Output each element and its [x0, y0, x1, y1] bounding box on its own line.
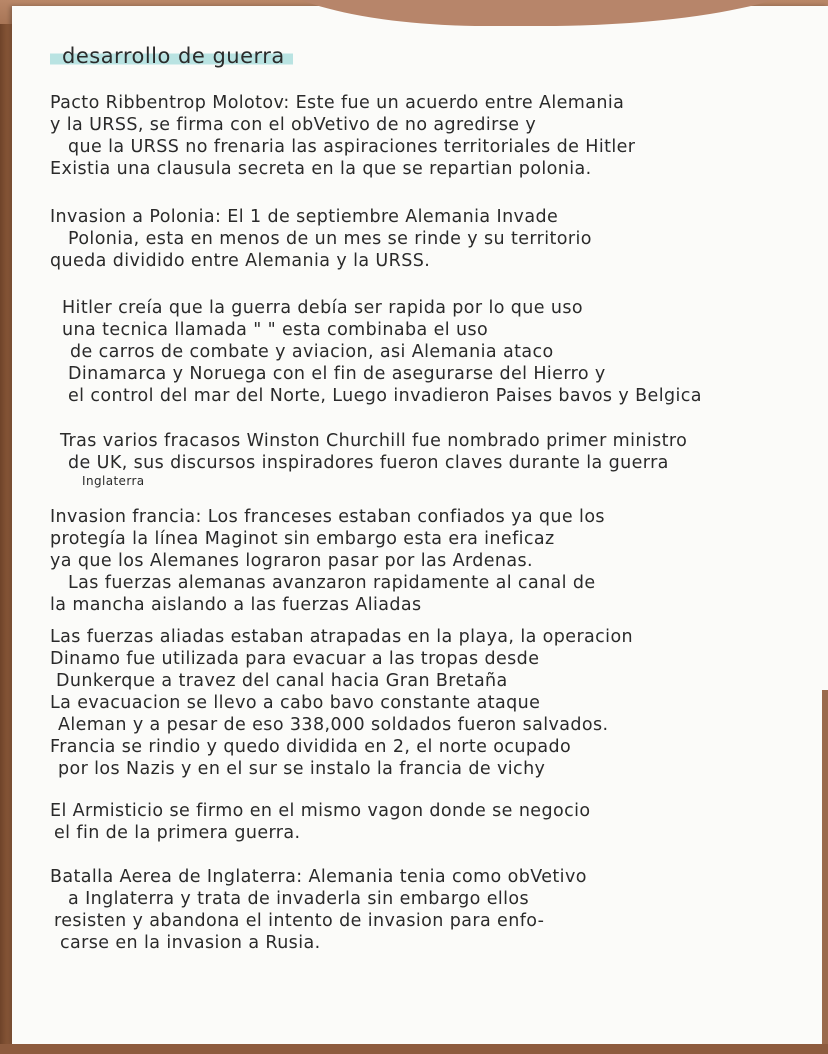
text-line: la mancha aislando a las fuerzas Aliadas — [50, 595, 422, 615]
text-line: de UK, sus discursos inspiradores fueron claves durante la guerra — [68, 453, 669, 473]
text-line: Invasion francia: Los franceses estaban confiados ya que los — [50, 507, 605, 527]
wood-background-right — [822, 690, 828, 1054]
text-line: Batalla Aerea de Inglaterra: Alemania tenia como obVetivo — [50, 867, 587, 887]
annotation-note: Inglaterra — [82, 474, 145, 488]
section-invasion-francia — [50, 506, 810, 616]
text-line: el control del mar del Norte, Luego invadieron Paises bavos y Belgica — [68, 386, 702, 406]
text-line: carse en la invasion a Rusia. — [60, 933, 321, 953]
section-armisticio — [50, 800, 810, 844]
text-line: Hitler creía que la guerra debía ser rapida por lo que uso — [62, 298, 584, 318]
text-line: El Armisticio se firmo en el mismo vagon donde se negocio — [50, 801, 591, 821]
text-line: Pacto Ribbentrop Molotov: Este fue un acuerdo entre Alemania — [50, 93, 625, 113]
page-title — [62, 44, 293, 68]
text-line: resisten y abandona el intento de invasion para enfo- — [54, 911, 545, 931]
text-line: Dinamo fue utilizada para evacuar a las tropas desde — [50, 649, 540, 669]
text-line: el fin de la primera guerra. — [54, 823, 301, 843]
text-line: Las fuerzas aliadas estaban atrapadas en la playa, la operacion — [50, 627, 634, 647]
text-line: queda dividido entre Alemania y la URSS. — [50, 251, 431, 271]
page-curl-shadow — [262, 0, 822, 26]
text-line: Aleman y a pesar de eso 338,000 soldados fueron salvados. — [58, 715, 609, 735]
text-line: Las fuerzas alemanas avanzaron rapidamente al canal de — [68, 573, 596, 593]
section-invasion-polonia — [50, 206, 810, 272]
text-line: por los Nazis y en el sur se instalo la francia de vichy — [58, 759, 546, 779]
wood-background-bottom — [0, 1044, 828, 1054]
section-operacion-dinamo — [50, 626, 810, 780]
text-line: Dunkerque a travez del canal hacia Gran Bretaña — [56, 671, 508, 691]
text-line: Polonia, esta en menos de un mes se rinde y su territorio — [68, 229, 592, 249]
text-line: ya que los Alemanes lograron pasar por las Ardenas. — [50, 551, 533, 571]
section-hitler-guerra-rapida — [62, 297, 822, 407]
text-line: una tecnica llamada " " esta combinaba el uso — [62, 320, 489, 340]
section-churchill — [60, 430, 820, 488]
text-line: Francia se rindio y quedo dividida en 2, el norte ocupado — [50, 737, 572, 757]
text-line: Existia una clausula secreta en la que se repartian polonia. — [50, 159, 592, 179]
text-line: a Inglaterra y trata de invaderla sin embargo ellos — [68, 889, 530, 909]
text-line: de carros de combate y aviacion, asi Alemania ataco — [70, 342, 554, 362]
text-line: Tras varios fracasos Winston Churchill fue nombrado primer ministro — [60, 431, 688, 451]
section-batalla-inglaterra — [50, 866, 810, 954]
text-line: protegía la línea Maginot sin embargo esta era ineficaz — [50, 529, 555, 549]
text-line: y la URSS, se firma con el obVetivo de no agredirse y — [50, 115, 537, 135]
text-line: La evacuacion se llevo a cabo bavo constante ataque — [50, 693, 541, 713]
text-line: Dinamarca y Noruega con el fin de asegurarse del Hierro y — [68, 364, 606, 384]
text-line: Invasion a Polonia: El 1 de septiembre Alemania Invade — [50, 207, 559, 227]
wood-background-left — [0, 0, 12, 1054]
section-pacto-ribbentrop — [50, 92, 810, 180]
text-line: que la URSS no frenaria las aspiraciones territoriales de Hitler — [68, 137, 636, 157]
highlighted-title: desarrollo de guerra — [50, 44, 293, 68]
